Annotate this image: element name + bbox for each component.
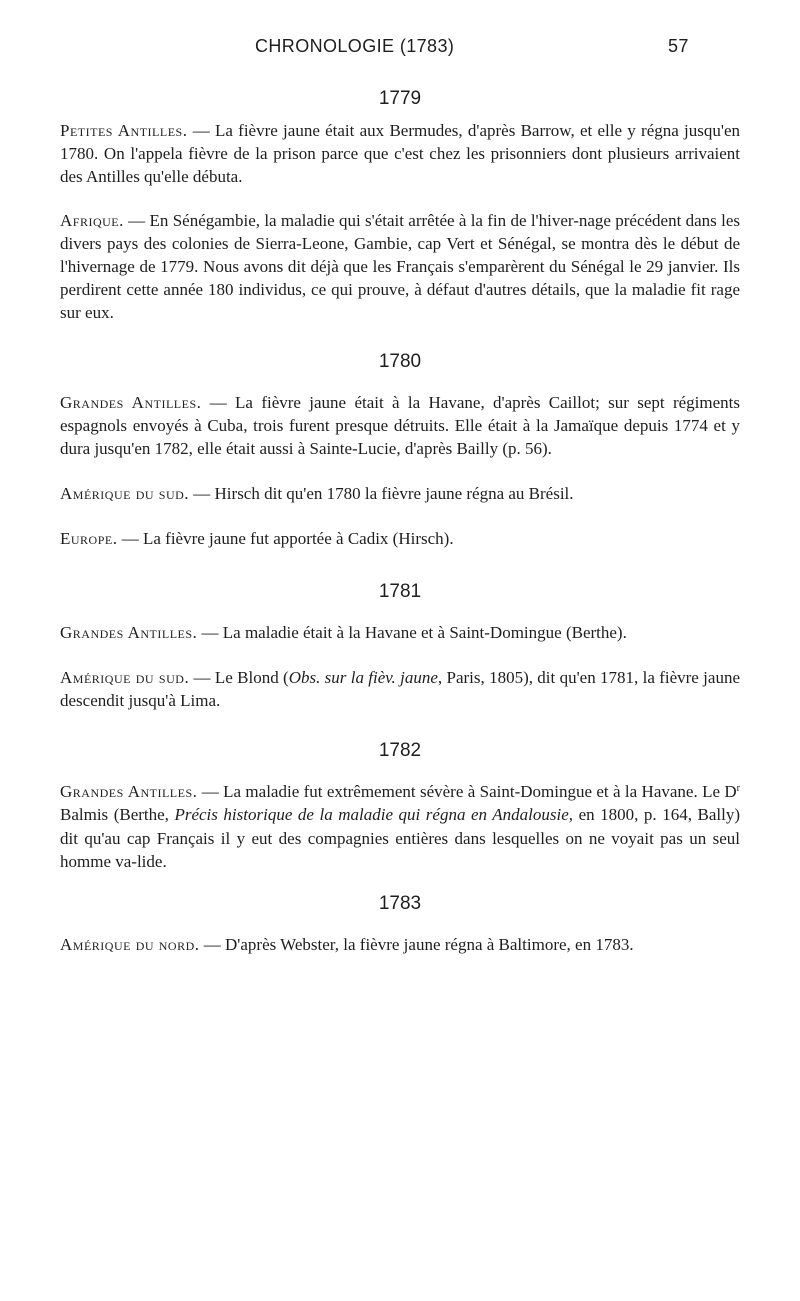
entry-text: — La fièvre jaune fut apportée à Cadix (Hirsch). xyxy=(117,529,454,549)
entry-grandes-antilles-1782 xyxy=(60,780,740,873)
entry-text: , Paris, 1805), dit qu'en 1781, la fièvre jaune descendit jusqu'à Lima. xyxy=(60,667,740,711)
entry-text: — Hirsch dit qu'en 1780 la fièvre jaune régna au Brésil. xyxy=(189,484,574,504)
entry-amerique-du-nord-1783 xyxy=(60,933,740,956)
region-label: Grandes Antilles. xyxy=(60,782,198,802)
entry-text: — La fièvre jaune était aux Bermudes, d'après Barrow, et elle y régna jusqu'en 1780. On l'appela fièvre de la prison parce que c'est chez les prisonniers dont plusieurs arrivaient des Antilles qu'elle débuta. xyxy=(60,121,740,187)
running-head xyxy=(0,36,800,66)
region-label: Amérique du sud. xyxy=(60,667,190,687)
entry-amerique-du-sud-1781 xyxy=(60,666,740,712)
region-label: Grandes Antilles. xyxy=(60,622,198,642)
entry-text: — La maladie fut extrêmement sévère à Saint-Domingue et à la Havane. Le D xyxy=(197,782,737,802)
entry-text: Balmis (Berthe, xyxy=(60,805,175,825)
region-label: Grandes Antilles. xyxy=(60,392,202,412)
entry-text: — D'après Webster, la fièvre jaune régna à Baltimore, en 1783. xyxy=(199,935,634,955)
entry-text: — La maladie était à la Havane et à Saint-Domingue (Berthe). xyxy=(197,622,627,642)
region-label: Europe. xyxy=(60,529,118,549)
page-content xyxy=(60,84,740,956)
book-title: Précis historique de la maladie qui régna en Andalousie xyxy=(174,805,569,825)
entry-text: , en 1800, p. 164, Bally) dit qu'au cap Français il y eut des compagnies entières dans lesquelles on ne voyait pas un seul homme va-lide. xyxy=(60,805,740,871)
year-heading-1783: 1783 xyxy=(378,893,422,915)
year-heading-1779: 1779 xyxy=(378,88,422,109)
region-label: Amérique du nord. xyxy=(60,935,200,955)
entry-petites-antilles-1779 xyxy=(60,119,740,189)
book-title: Obs. sur la fièv. jaune xyxy=(288,667,438,687)
year-heading-1782: 1782 xyxy=(378,740,422,762)
page-number: 57 xyxy=(668,36,689,56)
region-label: Amérique du sud. xyxy=(60,484,190,504)
region-label: Afrique. xyxy=(60,210,124,230)
superscript: r xyxy=(736,783,740,795)
entry-text: — La fièvre jaune était à la Havane, d'après Caillot; sur sept régiments espagnols envoyés à Cuba, trois furent presque détruits. Elle était à la Jamaïque depuis 1774 et y dura jusqu'en 1782, elle était aussi à Sainte-Lucie, d'après Bailly (p. 56). xyxy=(60,392,741,459)
region-label: Petites Antilles. xyxy=(60,121,188,140)
entry-europe-1780 xyxy=(60,527,740,550)
running-title: CHRONOLOGIE (1783) xyxy=(255,36,455,56)
entry-amerique-du-sud-1780 xyxy=(60,482,740,505)
entry-text: — Le Blond ( xyxy=(189,667,289,687)
entry-grandes-antilles-1780 xyxy=(60,391,740,461)
entry-text: — En Sénégambie, la maladie qui s'était arrêtée à la fin de l'hiver-nage précédent dans les divers pays des colonies de Sierra-Leone, Gambie, cap Vert et Sénégal, se montra dès le début de l'hivernage de 1779. Nous avons dit déjà que les Français s'emparèrent du Sénégal le 29 janvier. Ils perdirent cette année 180 individus, ce qui prouve, à défaut d'autres détails, que la maladie fit rage sur eux. xyxy=(60,210,740,323)
entry-afrique-1779 xyxy=(60,209,740,325)
year-heading-1780: 1780 xyxy=(378,350,422,372)
year-heading-1781: 1781 xyxy=(378,580,422,602)
entry-grandes-antilles-1781 xyxy=(60,621,740,644)
